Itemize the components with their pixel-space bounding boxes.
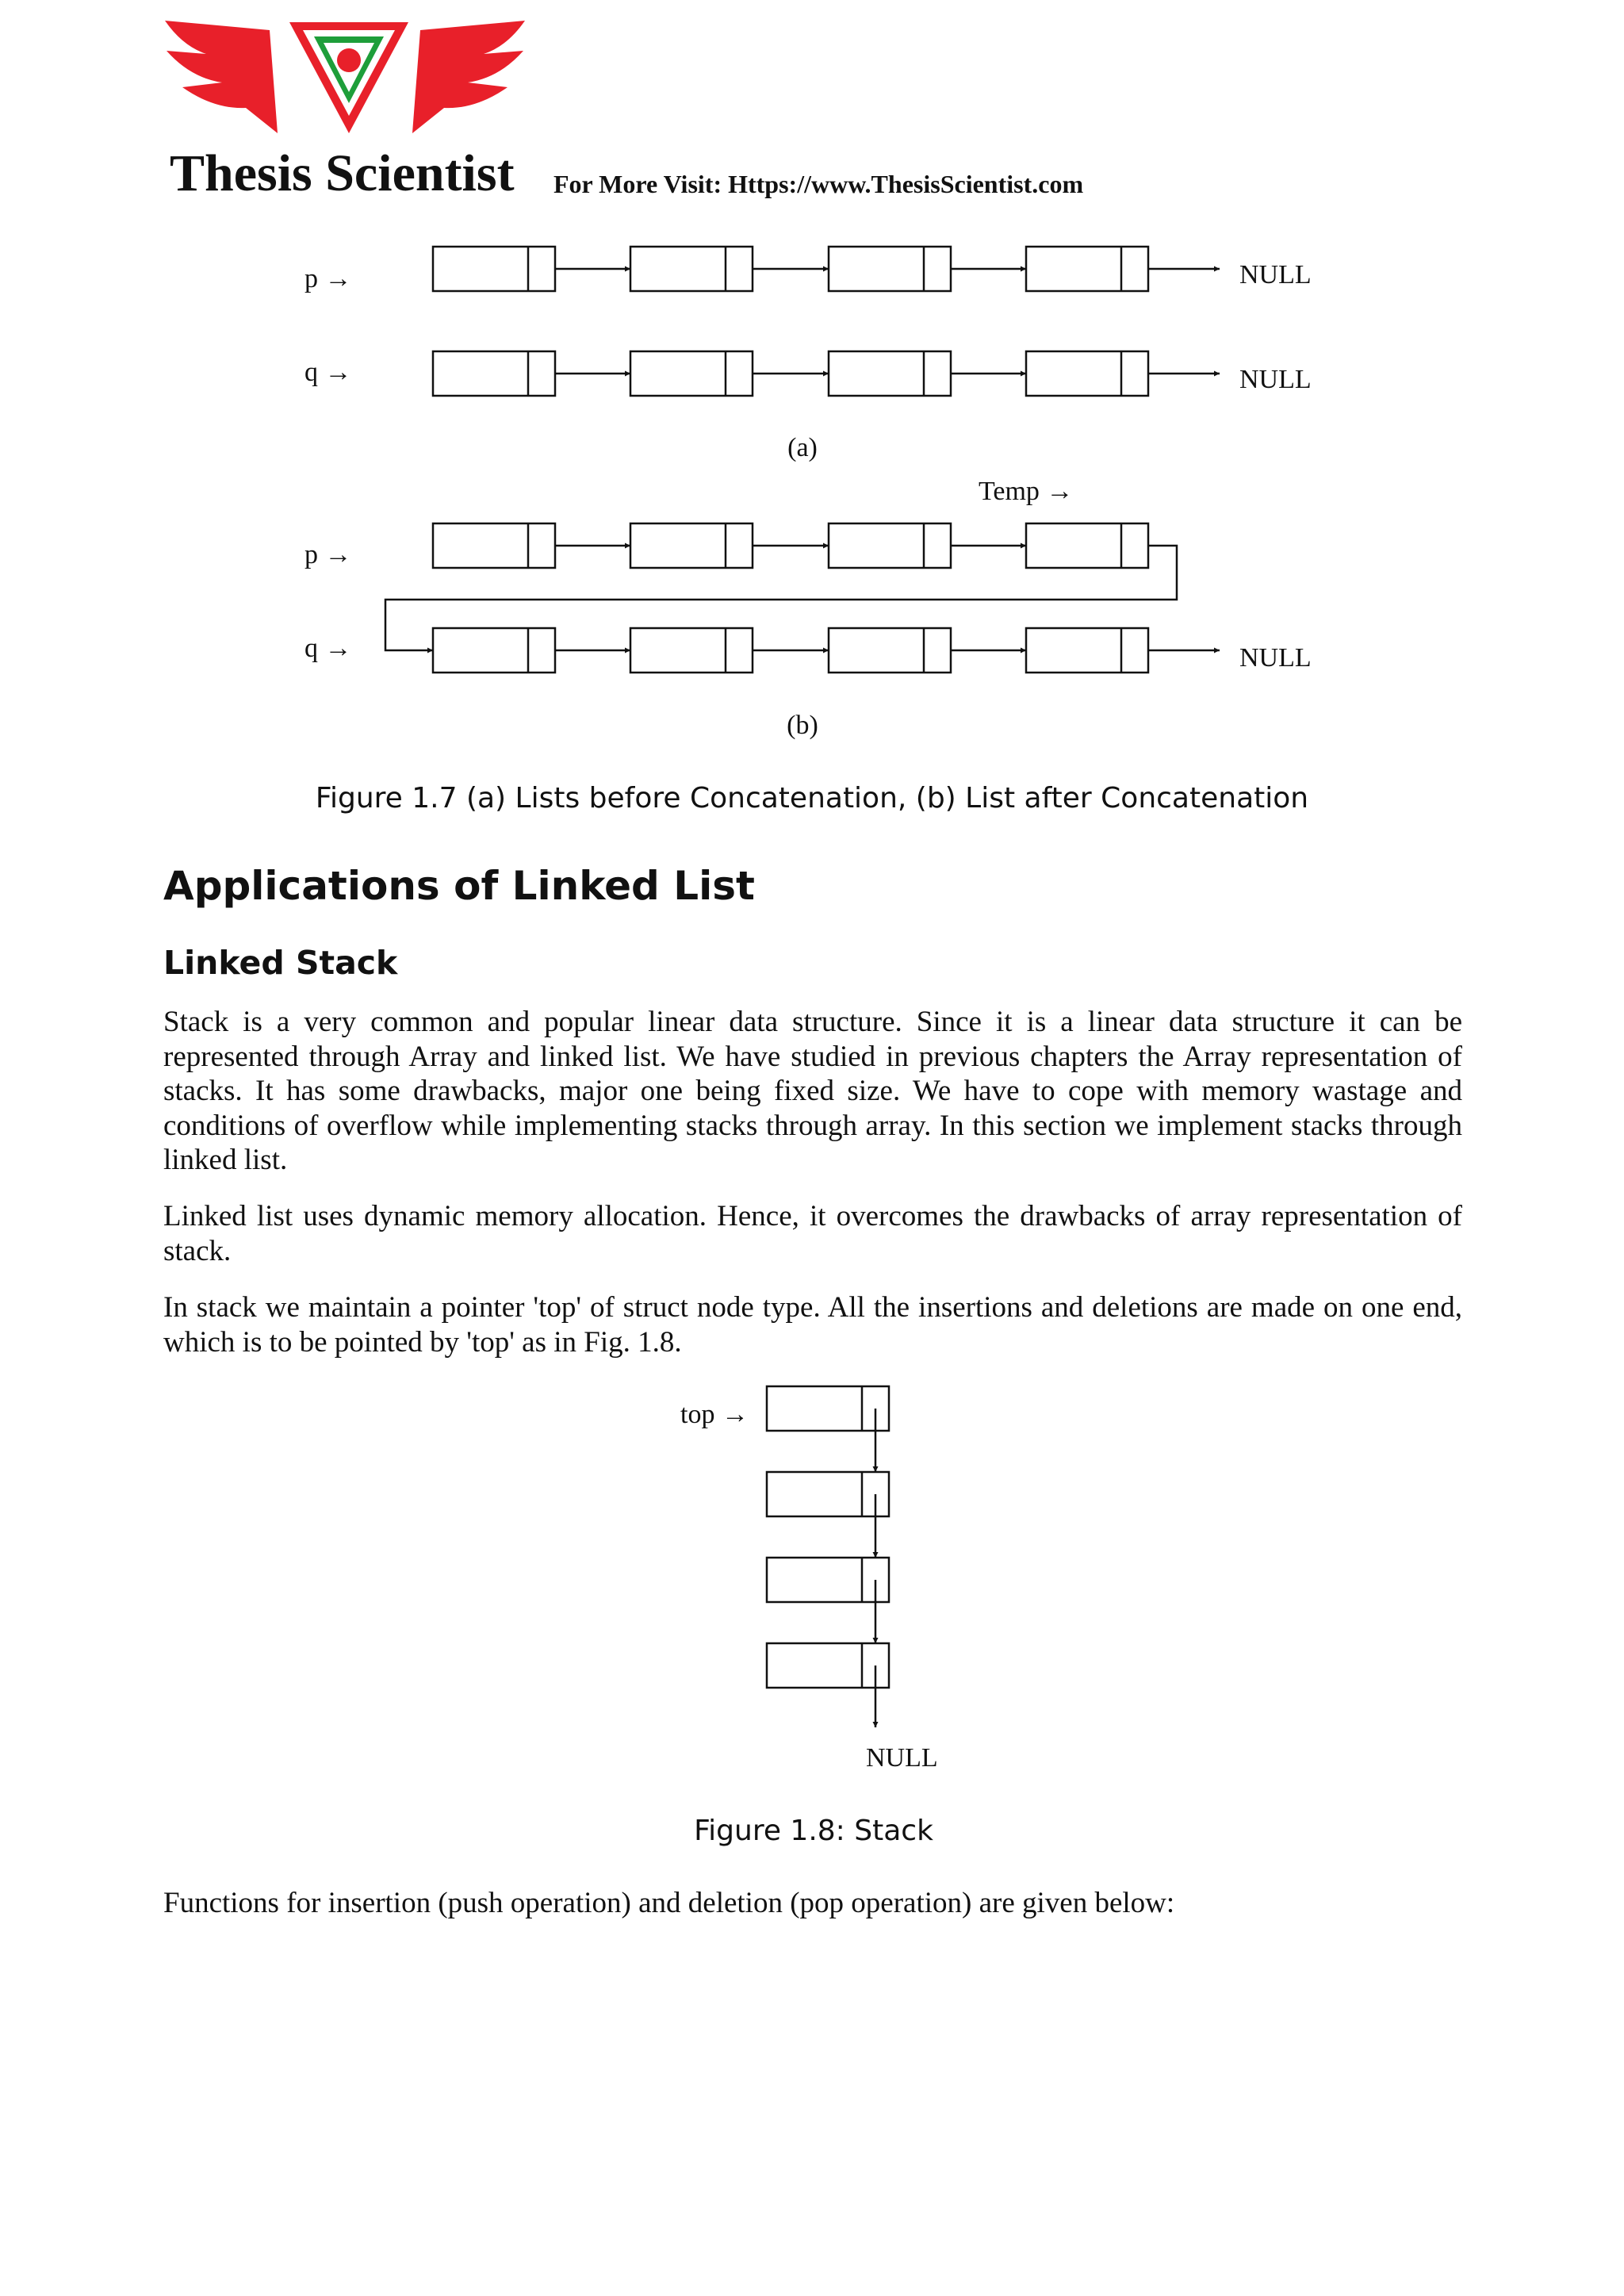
node-box <box>767 1386 889 1431</box>
list-node <box>433 628 555 673</box>
list-node <box>829 523 951 568</box>
triangle-emblem-icon <box>289 22 408 133</box>
null-label: NULL <box>1239 643 1312 673</box>
node-box <box>767 1558 889 1602</box>
null-label: NULL <box>866 1743 938 1773</box>
right-wing-icon <box>412 21 525 133</box>
list-node <box>433 523 555 568</box>
list-node <box>1026 628 1148 673</box>
paragraph-functions-intro: Functions for insertion (push operation) and deletion (pop operation) are given below: <box>163 1887 1175 1919</box>
node-box <box>829 247 951 291</box>
list-node <box>630 628 753 673</box>
list-node <box>767 1472 889 1516</box>
node-box <box>829 351 951 396</box>
pointer-p-label: p → <box>304 264 352 293</box>
figure-1-8-caption: Figure 1.8: Stack <box>694 1815 933 1847</box>
null-label: NULL <box>1239 260 1312 289</box>
left-wing-icon <box>165 21 278 133</box>
list-node <box>1026 351 1148 396</box>
list-node <box>630 523 753 568</box>
figure-1-8-diagram <box>0 1364 1624 1777</box>
list-node <box>433 247 555 291</box>
paragraph-top-pointer: In stack we maintain a pointer 'top' of struct node type. All the insertions and deletions are made on one end, which is to be pointed by 'top' as in Fig. 1.8. <box>163 1291 1462 1359</box>
header-visit-link[interactable]: For More Visit: Https://www.ThesisScientist.com <box>553 170 1084 198</box>
node-box <box>1026 351 1148 396</box>
pointer-top-label: top → <box>680 1400 749 1429</box>
figure-1-7-caption: Figure 1.7 (a) Lists before Concatenation, (b) List after Concatenation <box>315 782 1309 815</box>
node-box <box>829 628 951 673</box>
list-node <box>829 628 951 673</box>
node-box <box>630 351 753 396</box>
thesis-scientist-logo <box>159 14 539 205</box>
node-box <box>433 523 555 568</box>
subfigure-a-label: (a) <box>787 433 818 462</box>
list-node <box>829 247 951 291</box>
node-box <box>433 247 555 291</box>
list-node <box>829 351 951 396</box>
node-box <box>630 247 753 291</box>
paragraph-dynamic-allocation: Linked list uses dynamic memory allocation. Hence, it overcomes the drawbacks of array representation of stack. <box>163 1200 1462 1267</box>
figure-1-7-diagram <box>0 222 1624 761</box>
node-box <box>630 628 753 673</box>
node-box <box>767 1643 889 1688</box>
list-node <box>630 351 753 396</box>
concat-link-line <box>385 546 1177 650</box>
logo-wordmark: Thesis Scientist <box>170 144 515 202</box>
subfigure-b-label: (b) <box>787 711 818 740</box>
list-node <box>1026 247 1148 291</box>
node-box <box>630 523 753 568</box>
subsection-heading-linked-stack: Linked Stack <box>163 944 398 982</box>
paragraph-stack-intro: Stack is a very common and popular linear data structure. Since it is a linear data structure it can be represented through Array and linked list. We have studied in previous chapters the Array representation of stacks. It has some drawbacks, major one being fixed size. We have to cope with memory wastage and conditions of overflow while implementing stacks through array. In this section we implement stacks through linked list. <box>163 1006 1462 1176</box>
node-box <box>1026 247 1148 291</box>
node-box <box>1026 523 1148 568</box>
pointer-q-label: q → <box>304 634 352 663</box>
node-box <box>433 628 555 673</box>
node-box <box>829 523 951 568</box>
list-node <box>767 1386 889 1431</box>
null-label: NULL <box>1239 365 1312 394</box>
pointer-q-label: q → <box>304 358 352 387</box>
node-box <box>433 351 555 396</box>
pointer-p-label: p → <box>304 540 352 569</box>
node-box <box>767 1472 889 1516</box>
list-node <box>767 1643 889 1688</box>
list-node <box>630 247 753 291</box>
list-node <box>433 351 555 396</box>
pointer-temp-label: Temp → <box>979 477 1074 506</box>
list-node <box>1026 523 1148 568</box>
list-node <box>767 1558 889 1602</box>
section-heading-applications: Applications of Linked List <box>163 863 755 909</box>
node-box <box>1026 628 1148 673</box>
